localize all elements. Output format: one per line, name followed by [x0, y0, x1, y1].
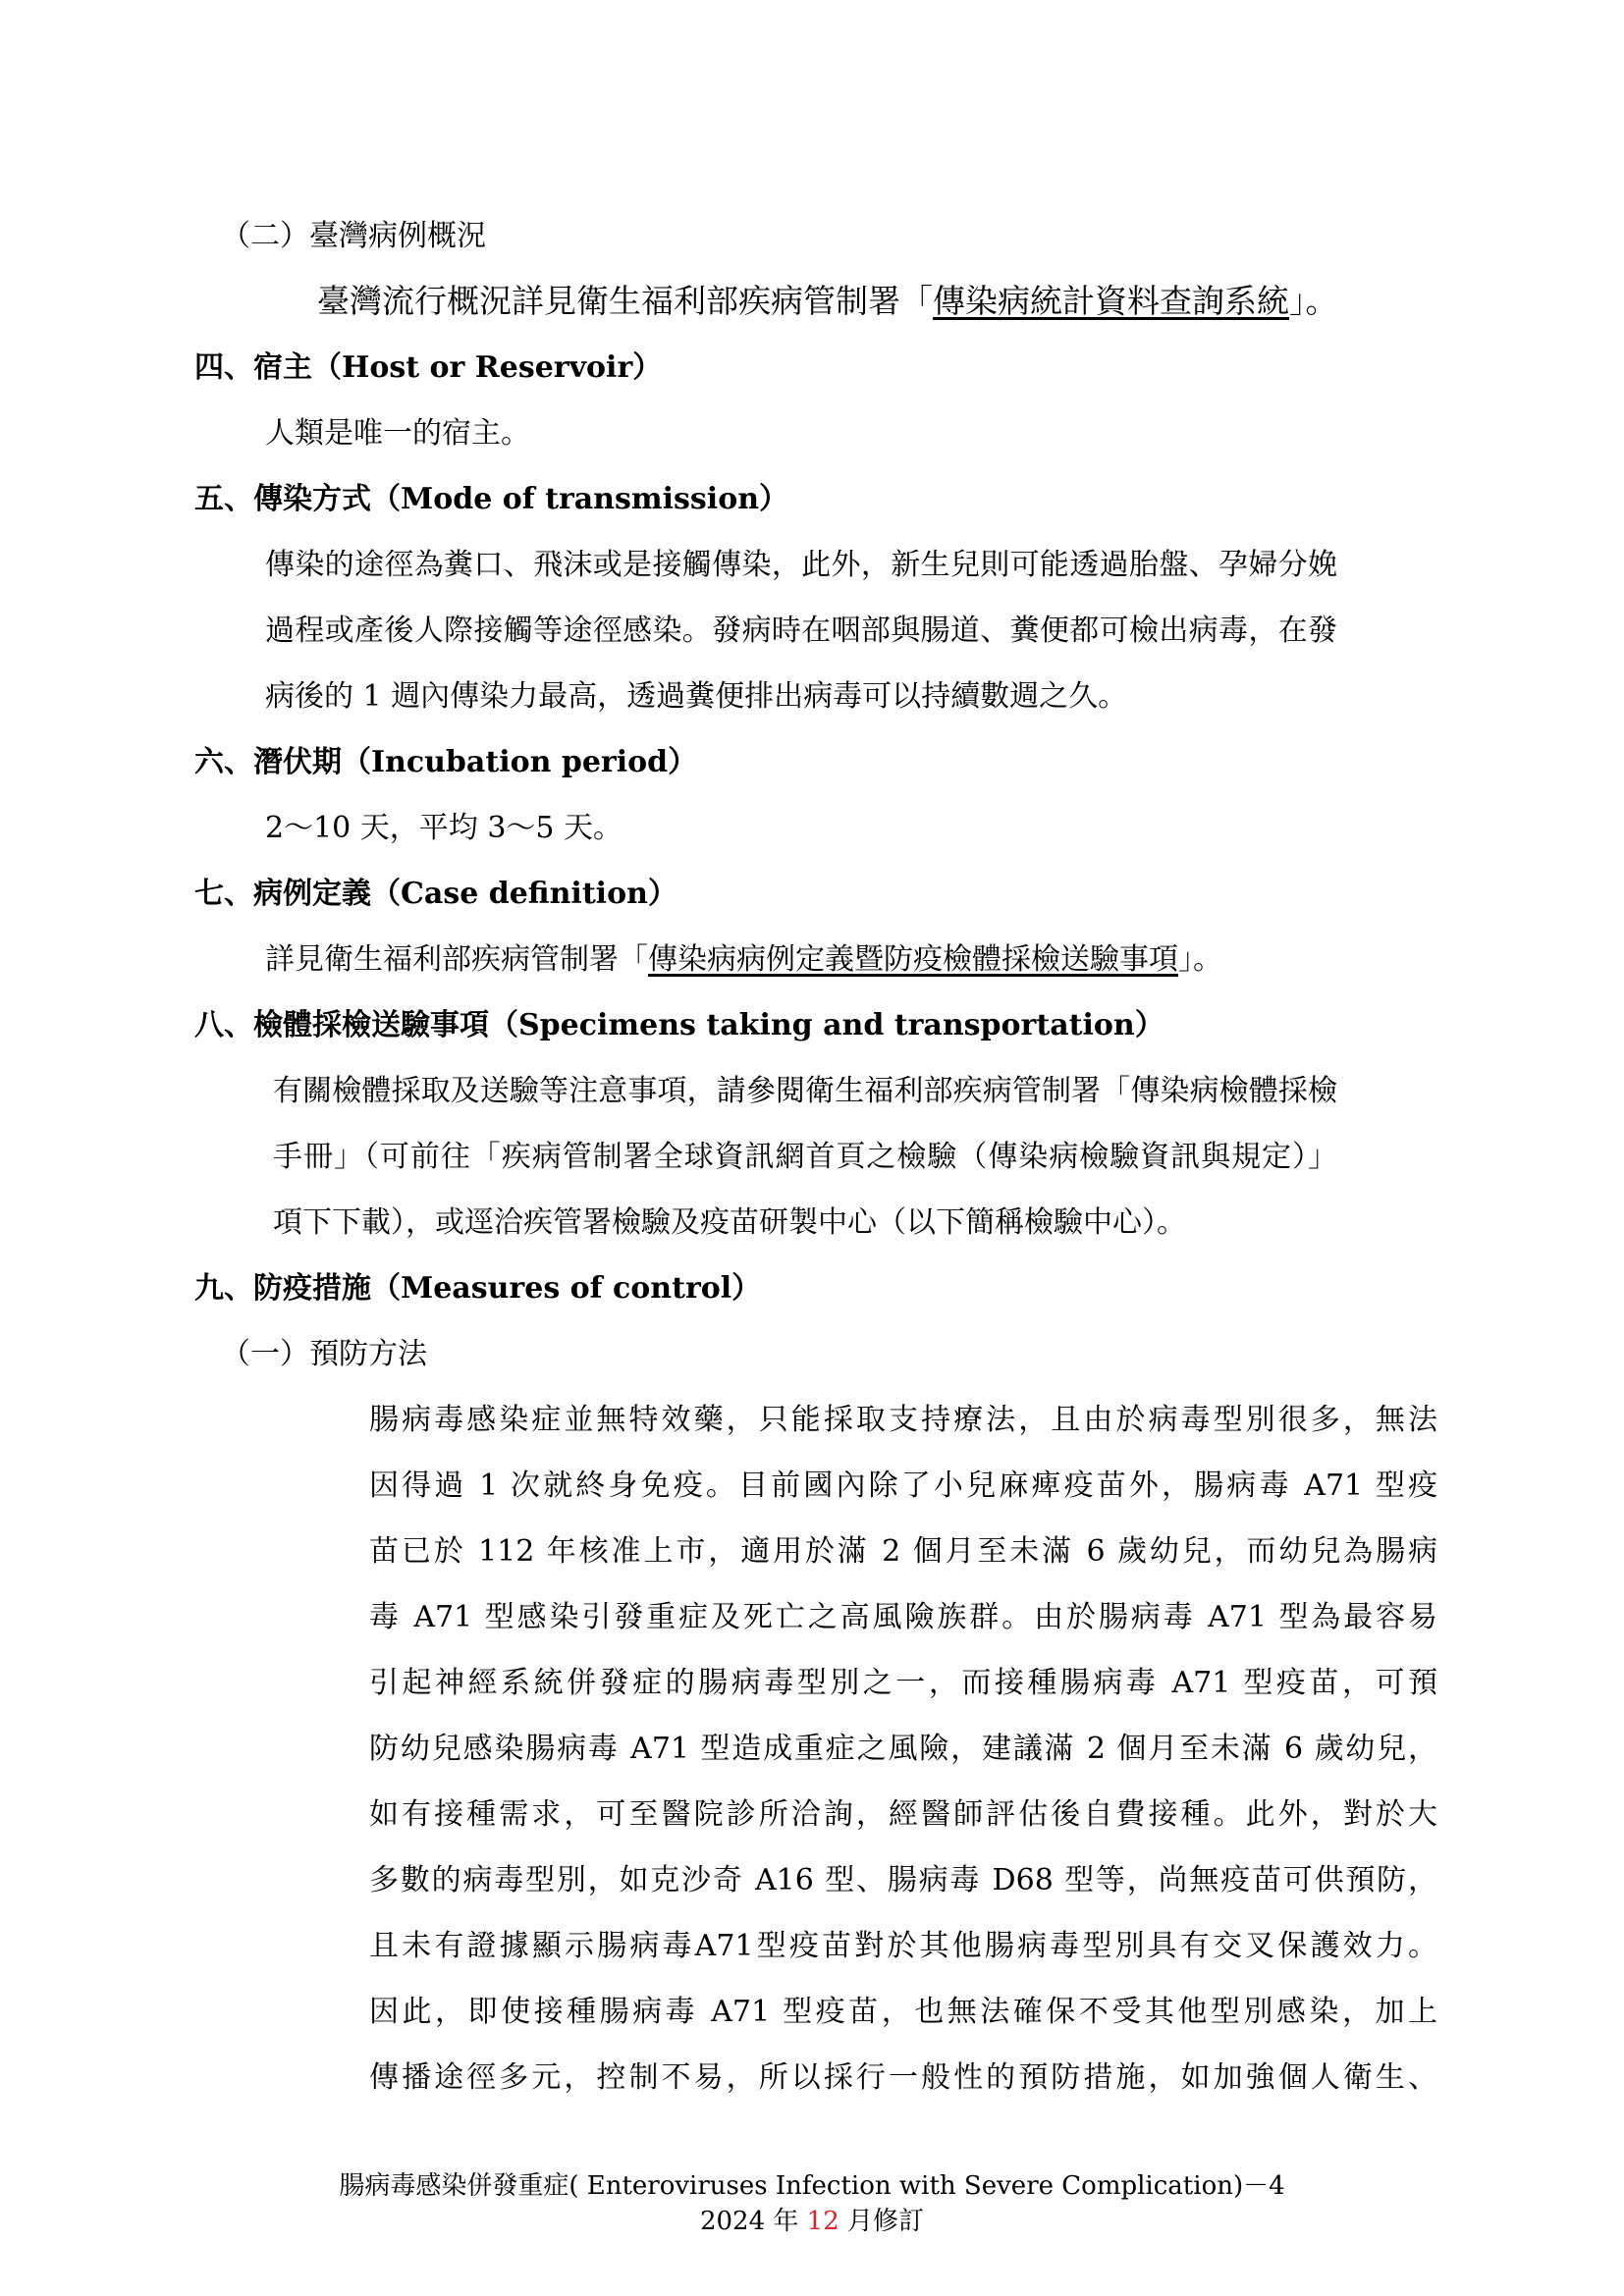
section-title: 宿主	[253, 350, 312, 385]
paragraph-line: 且未有證據顯示腸病毒A71型疫苗對於其他腸病毒型別具有交叉保護效力。	[369, 1929, 1437, 1963]
section-title: 傳染方式	[253, 482, 371, 516]
section-title: 防疫措施	[253, 1271, 371, 1306]
paragraph: 2～10 天，平均 3～5 天。	[265, 811, 623, 845]
revision-year: 2024	[699, 2207, 766, 2236]
paragraph-line: 腸病毒感染症並無特效藥，只能採取支持療法，且由於病毒型別很多，無法	[369, 1403, 1437, 1437]
paragraph	[265, 940, 1222, 980]
section-number: 四、	[194, 350, 253, 385]
paragraph-line: 防幼兒感染腸病毒 A71 型造成重症之風險，建議滿 2 個月至未滿 6 歲幼兒，	[369, 1732, 1437, 1766]
section-number: 六、	[194, 745, 253, 779]
section-title-en: （Host or Reservoir）	[312, 350, 663, 385]
paragraph-text: 詳見衛生福利部疾病管制署「	[265, 942, 648, 977]
paragraph-line: 引起神經系統併發症的腸病毒型別之一，而接種腸病毒 A71 型疫苗，可預	[369, 1666, 1437, 1700]
paragraph-text: 」。	[1289, 282, 1338, 320]
section-title: 潛伏期	[253, 745, 342, 779]
revision-month: 12	[806, 2207, 839, 2236]
section-title-en: （Case definition）	[371, 877, 677, 911]
paragraph	[317, 282, 1338, 321]
section-heading	[194, 1006, 1164, 1045]
paragraph-line: 因得過 1 次就終身免疫。目前國內除了小兒麻痺疫苗外，腸病毒 A71 型疫	[369, 1468, 1437, 1503]
paragraph: 人類是唯一的宿主。	[265, 416, 530, 451]
section-title-en: （Incubation period）	[342, 745, 698, 779]
paragraph-line: 有關檢體採取及送驗等注意事項，請參閱衛生福利部疾病管制署「傳染病檢體採檢	[273, 1074, 1337, 1108]
revision-month-unit: 月修訂	[847, 2207, 925, 2236]
section-heading	[194, 743, 697, 782]
section-number: 五、	[194, 482, 253, 516]
section-heading	[194, 480, 788, 519]
paragraph-line: 項下下載），或逕洽疾管署檢驗及疫苗研製中心（以下簡稱檢驗中心）。	[273, 1205, 1186, 1240]
paragraph-line: 苗已於 112 年核准上市，適用於滿 2 個月至未滿 6 歲幼兒，而幼兒為腸病	[369, 1534, 1437, 1569]
paragraph-line: 病後的 1 週內傳染力最高，透過糞便排出病毒可以持續數週之久。	[265, 679, 1128, 714]
paragraph-line: 毒 A71 型感染引發重症及死亡之高風險族群。由於腸病毒 A71 型為最容易	[369, 1600, 1437, 1634]
page-footer: 腸病毒感染併發重症( Enteroviruses Infection with Severe Complication)－4	[339, 2171, 1285, 2201]
section-heading	[194, 875, 677, 914]
paragraph-text: 」。	[1178, 942, 1222, 977]
revision-date	[0, 2205, 1624, 2238]
paragraph-line: 因此，即使接種腸病毒 A71 型疫苗，也無法確保不受其他型別感染，加上	[369, 1995, 1437, 2029]
paragraph-line: 手冊」（可前往「疾病管制署全球資訊網首頁之檢驗（傳染病檢驗資訊與規定）」	[273, 1140, 1337, 1174]
paragraph-text: 臺灣流行概況詳見衛生福利部疾病管制署「	[317, 282, 933, 320]
section-title-en: （Measures of control）	[371, 1271, 762, 1306]
subsection-title: （一）預防方法	[221, 1337, 427, 1371]
section-heading	[194, 348, 662, 388]
section-title-en: （Specimens taking and transportation）	[489, 1008, 1164, 1042]
revision-year-unit: 年	[773, 2207, 799, 2236]
link-case-definition[interactable]: 傳染病病例定義暨防疫檢體採檢送驗事項	[648, 942, 1178, 977]
paragraph-line: 如有接種需求，可至醫院診所洽詢，經醫師評估後自費接種。此外，對於大	[369, 1797, 1437, 1832]
section-heading	[194, 1269, 761, 1308]
section-title: 檢體採檢送驗事項	[253, 1008, 489, 1042]
section-title: 病例定義	[253, 877, 371, 911]
section-title-en: （Mode of transmission）	[371, 482, 789, 516]
subsection-title: （二）臺灣病例概況	[221, 219, 486, 253]
section-number: 八、	[194, 1008, 253, 1042]
section-number: 九、	[194, 1271, 253, 1306]
paragraph-line: 傳染的途徑為糞口、飛沫或是接觸傳染，此外，新生兒則可能透過胎盤、孕婦分娩	[265, 548, 1337, 582]
paragraph-line: 傳播途徑多元，控制不易，所以採行一般性的預防措施，如加強個人衛生、	[369, 2060, 1437, 2095]
section-number: 七、	[194, 877, 253, 911]
paragraph-line: 多數的病毒型別，如克沙奇 A16 型、腸病毒 D68 型等，尚無疫苗可供預防，	[369, 1863, 1437, 1897]
link-disease-statistics-system[interactable]: 傳染病統計資料查詢系統	[933, 282, 1289, 320]
paragraph-line: 過程或產後人際接觸等途徑感染。發病時在咽部與腸道、糞便都可檢出病毒，在發	[265, 614, 1337, 648]
